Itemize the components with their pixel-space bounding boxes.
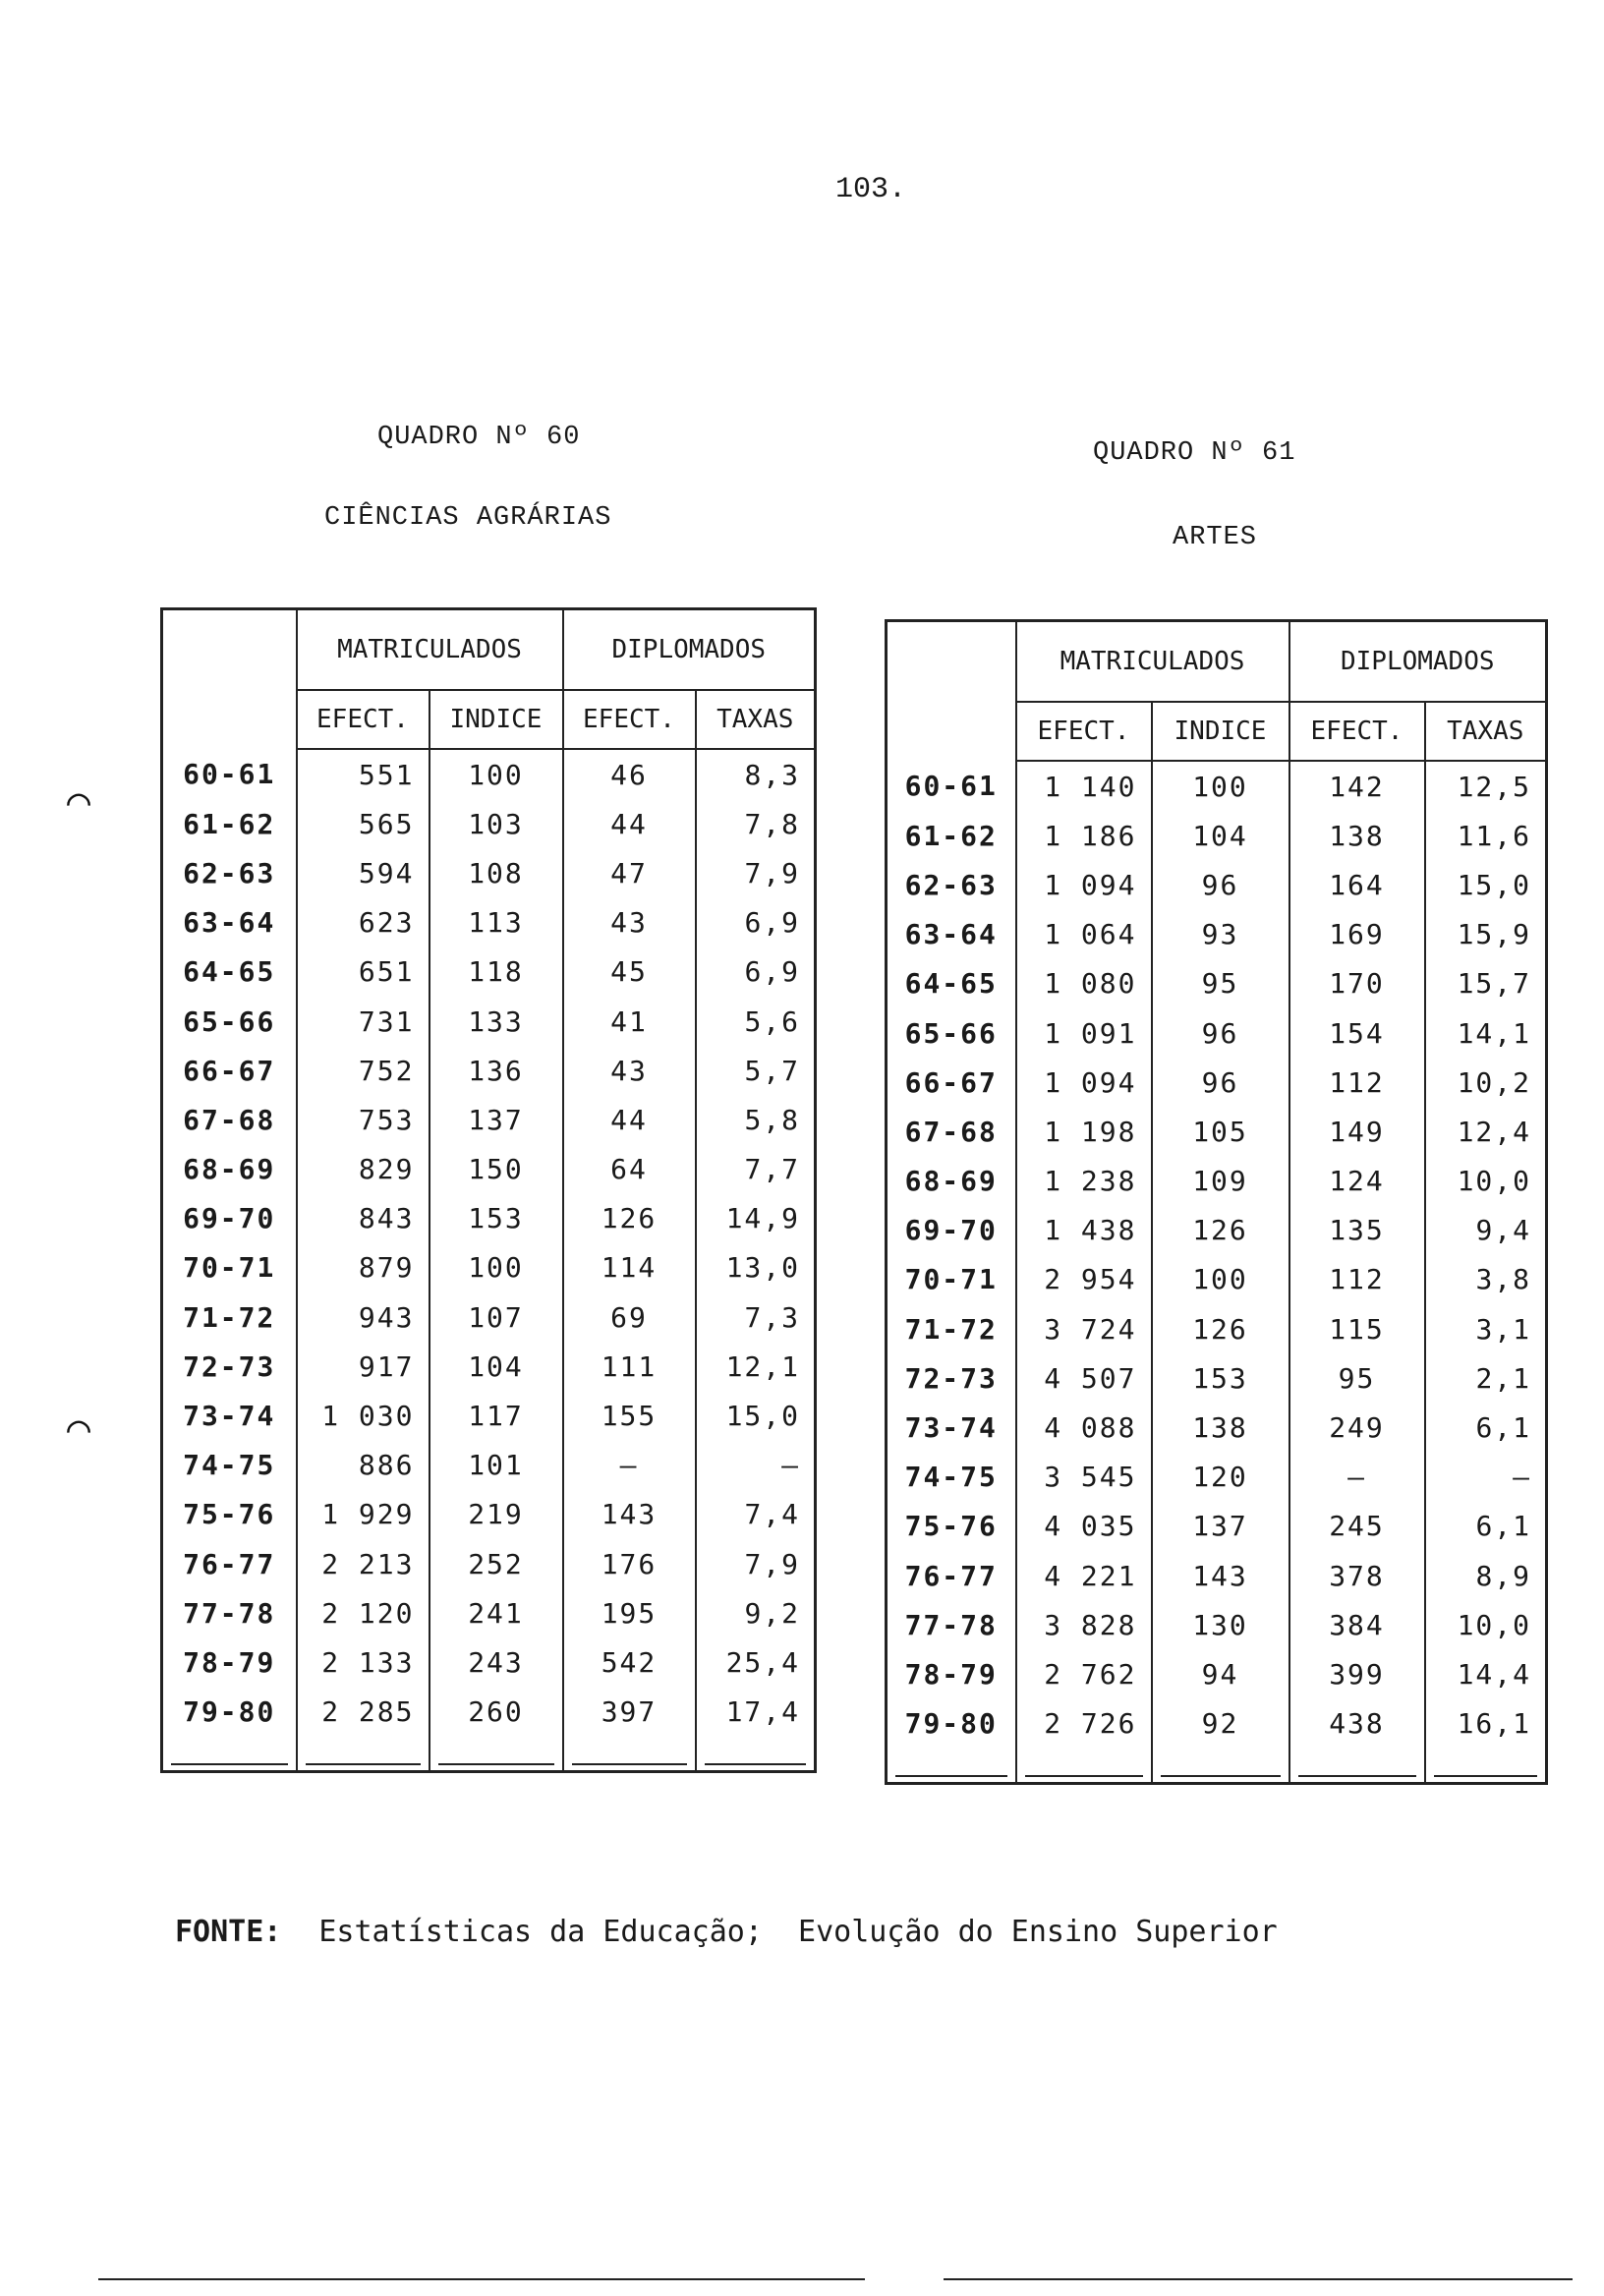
cell-diplomados-efect: 195 xyxy=(563,1588,696,1637)
row-year: 62-63 xyxy=(887,860,1016,909)
cell-diplomados-efect: 64 xyxy=(563,1145,696,1194)
cell-diplomados-efect: 44 xyxy=(563,1095,696,1144)
cell-matriculados-efect: 2 762 xyxy=(1016,1649,1152,1698)
row-year: 66-67 xyxy=(162,1046,297,1095)
cell-diplomados-taxas: 2,1 xyxy=(1425,1353,1547,1403)
footer-cell xyxy=(563,1737,696,1772)
cell-diplomados-efect: 164 xyxy=(1289,860,1425,909)
cell-matriculados-indice: 100 xyxy=(430,749,563,799)
cell-matriculados-efect: 1 238 xyxy=(1016,1157,1152,1206)
row-year: 60-61 xyxy=(162,749,297,799)
quadro-61-table xyxy=(885,619,1548,1785)
cell-matriculados-efect: 551 xyxy=(297,749,430,799)
cell-matriculados-efect: 2 726 xyxy=(1016,1699,1152,1749)
table-row xyxy=(887,1107,1547,1156)
cell-diplomados-taxas: 7,8 xyxy=(696,799,816,848)
cell-matriculados-efect: 1 080 xyxy=(1016,959,1152,1008)
table-row xyxy=(162,1243,816,1292)
table-row xyxy=(887,1649,1547,1698)
cell-diplomados-taxas: 5,7 xyxy=(696,1046,816,1095)
cell-diplomados-efect: 149 xyxy=(1289,1107,1425,1156)
cell-matriculados-efect: 3 724 xyxy=(1016,1304,1152,1353)
table-row xyxy=(887,1453,1547,1502)
cell-diplomados-taxas: 15,0 xyxy=(696,1391,816,1440)
row-year: 61-62 xyxy=(887,811,1016,860)
row-year: 79-80 xyxy=(162,1688,297,1737)
cell-matriculados-efect: 3 545 xyxy=(1016,1453,1152,1502)
source-label: FONTE: xyxy=(175,1915,282,1949)
table-row xyxy=(887,1157,1547,1206)
cell-diplomados-taxas: 8,9 xyxy=(1425,1551,1547,1600)
table-row xyxy=(887,1353,1547,1403)
cell-matriculados-efect: 623 xyxy=(297,898,430,947)
cell-diplomados-taxas: 15,7 xyxy=(1425,959,1547,1008)
cell-matriculados-efect: 843 xyxy=(297,1194,430,1243)
cell-matriculados-efect: 753 xyxy=(297,1095,430,1144)
cell-diplomados-taxas: 9,4 xyxy=(1425,1206,1547,1255)
cell-diplomados-taxas: — xyxy=(696,1441,816,1490)
cell-diplomados-taxas: 16,1 xyxy=(1425,1699,1547,1749)
row-year: 72-73 xyxy=(887,1353,1016,1403)
cell-matriculados-indice: 126 xyxy=(1152,1206,1289,1255)
table-row xyxy=(162,1095,816,1144)
cell-diplomados-taxas: 12,4 xyxy=(1425,1107,1547,1156)
cell-matriculados-indice: 104 xyxy=(1152,811,1289,860)
bottom-rule xyxy=(98,2278,865,2280)
cell-diplomados-taxas: 8,3 xyxy=(696,749,816,799)
cell-matriculados-efect: 731 xyxy=(297,997,430,1046)
row-year: 73-74 xyxy=(162,1391,297,1440)
cell-diplomados-taxas: 14,1 xyxy=(1425,1008,1547,1058)
row-year: 74-75 xyxy=(887,1453,1016,1502)
margin-mark-icon: ⌒ xyxy=(67,1406,91,1451)
cell-matriculados-efect: 594 xyxy=(297,848,430,897)
cell-matriculados-indice: 109 xyxy=(1152,1157,1289,1206)
table-row xyxy=(887,1206,1547,1255)
table-row xyxy=(162,898,816,947)
cell-matriculados-indice: 101 xyxy=(430,1441,563,1490)
cell-matriculados-efect: 1 140 xyxy=(1016,761,1152,811)
row-year: 75-76 xyxy=(162,1490,297,1539)
footer-cell xyxy=(1152,1749,1289,1784)
margin-mark-icon: ⌒ xyxy=(67,778,91,824)
cell-diplomados-taxas: 14,9 xyxy=(696,1194,816,1243)
group-header-matriculados: MATRICULADOS xyxy=(297,609,563,691)
table-row xyxy=(162,1688,816,1737)
cell-matriculados-indice: 107 xyxy=(430,1292,563,1342)
table-row xyxy=(162,947,816,997)
cell-matriculados-indice: 243 xyxy=(430,1637,563,1687)
bottom-rule xyxy=(944,2278,1573,2280)
cell-matriculados-efect: 1 929 xyxy=(297,1490,430,1539)
cell-matriculados-efect: 886 xyxy=(297,1441,430,1490)
col-header-indice: INDICE xyxy=(430,690,563,749)
footer-cell xyxy=(696,1737,816,1772)
cell-diplomados-efect: 397 xyxy=(563,1688,696,1737)
table-row xyxy=(162,1490,816,1539)
cell-matriculados-efect: 879 xyxy=(297,1243,430,1292)
cell-matriculados-indice: 105 xyxy=(1152,1107,1289,1156)
table-row xyxy=(887,1502,1547,1551)
cell-matriculados-efect: 2 954 xyxy=(1016,1255,1152,1304)
row-year: 71-72 xyxy=(887,1304,1016,1353)
cell-matriculados-efect: 1 091 xyxy=(1016,1008,1152,1058)
table-row xyxy=(162,1391,816,1440)
row-year: 61-62 xyxy=(162,799,297,848)
table-row xyxy=(162,997,816,1046)
table-row xyxy=(887,1058,1547,1107)
table-row xyxy=(162,1145,816,1194)
cell-diplomados-taxas: 13,0 xyxy=(696,1243,816,1292)
cell-matriculados-indice: 113 xyxy=(430,898,563,947)
cell-diplomados-efect: 46 xyxy=(563,749,696,799)
row-year: 78-79 xyxy=(162,1637,297,1687)
cell-matriculados-indice: 133 xyxy=(430,997,563,1046)
cell-matriculados-indice: 260 xyxy=(430,1688,563,1737)
quadro-60-subtitle: CIÊNCIAS AGRÁRIAS xyxy=(324,503,612,533)
row-year: 74-75 xyxy=(162,1441,297,1490)
cell-diplomados-taxas: 15,9 xyxy=(1425,910,1547,959)
cell-diplomados-taxas: 7,9 xyxy=(696,848,816,897)
col-header-efect: EFECT. xyxy=(297,690,430,749)
table-row xyxy=(162,1637,816,1687)
col-header-efect: EFECT. xyxy=(1016,702,1152,761)
row-year: 68-69 xyxy=(162,1145,297,1194)
cell-matriculados-efect: 829 xyxy=(297,1145,430,1194)
cell-diplomados-efect: 45 xyxy=(563,947,696,997)
source-text: Estatísticas da Educação; Evolução do Ensino Superior xyxy=(318,1915,1278,1949)
table-row xyxy=(162,848,816,897)
row-year: 65-66 xyxy=(887,1008,1016,1058)
cell-diplomados-efect: 112 xyxy=(1289,1058,1425,1107)
row-year: 71-72 xyxy=(162,1292,297,1342)
table-row xyxy=(887,1600,1547,1649)
cell-matriculados-efect: 565 xyxy=(297,799,430,848)
table-row xyxy=(887,860,1547,909)
cell-diplomados-efect: 114 xyxy=(563,1243,696,1292)
row-year: 70-71 xyxy=(887,1255,1016,1304)
cell-matriculados-efect: 1 064 xyxy=(1016,910,1152,959)
cell-diplomados-efect: 112 xyxy=(1289,1255,1425,1304)
footer-cell xyxy=(430,1737,563,1772)
table-row xyxy=(887,959,1547,1008)
row-year: 64-65 xyxy=(887,959,1016,1008)
cell-diplomados-taxas: 10,0 xyxy=(1425,1600,1547,1649)
row-year: 79-80 xyxy=(887,1699,1016,1749)
col-header-efect: EFECT. xyxy=(1289,702,1425,761)
cell-diplomados-efect: 542 xyxy=(563,1637,696,1687)
cell-diplomados-efect: 142 xyxy=(1289,761,1425,811)
row-year: 64-65 xyxy=(162,947,297,997)
table-row xyxy=(162,1539,816,1588)
cell-diplomados-efect: 169 xyxy=(1289,910,1425,959)
corner-cell xyxy=(887,621,1016,762)
cell-diplomados-efect: 44 xyxy=(563,799,696,848)
source-note xyxy=(175,1915,1278,1949)
cell-diplomados-taxas: 3,1 xyxy=(1425,1304,1547,1353)
table-row xyxy=(162,1194,816,1243)
cell-matriculados-efect: 2 285 xyxy=(297,1688,430,1737)
table-row xyxy=(887,1008,1547,1058)
table-row xyxy=(887,1403,1547,1452)
cell-diplomados-taxas: 15,0 xyxy=(1425,860,1547,909)
cell-diplomados-taxas: 6,9 xyxy=(696,947,816,997)
page-number: 103. xyxy=(835,173,907,206)
row-year: 63-64 xyxy=(887,910,1016,959)
cell-diplomados-efect: — xyxy=(563,1441,696,1490)
footer-cell xyxy=(297,1737,430,1772)
cell-diplomados-efect: 43 xyxy=(563,898,696,947)
col-header-indice: INDICE xyxy=(1152,702,1289,761)
cell-diplomados-taxas: 6,9 xyxy=(696,898,816,947)
row-year: 76-77 xyxy=(162,1539,297,1588)
table-row xyxy=(162,1441,816,1490)
cell-matriculados-indice: 100 xyxy=(1152,761,1289,811)
table-row xyxy=(162,1292,816,1342)
group-header-diplomados: DIPLOMADOS xyxy=(1289,621,1547,703)
cell-matriculados-efect: 752 xyxy=(297,1046,430,1095)
row-year: 73-74 xyxy=(887,1403,1016,1452)
table-row xyxy=(162,799,816,848)
row-year: 62-63 xyxy=(162,848,297,897)
cell-diplomados-taxas: 17,4 xyxy=(696,1688,816,1737)
cell-matriculados-efect: 1 198 xyxy=(1016,1107,1152,1156)
cell-diplomados-taxas: 7,3 xyxy=(696,1292,816,1342)
cell-diplomados-taxas: 6,1 xyxy=(1425,1403,1547,1452)
row-year: 68-69 xyxy=(887,1157,1016,1206)
cell-matriculados-indice: 95 xyxy=(1152,959,1289,1008)
quadro-61-title: QUADRO Nº 61 xyxy=(1093,438,1296,468)
row-year: 66-67 xyxy=(887,1058,1016,1107)
cell-diplomados-efect: 249 xyxy=(1289,1403,1425,1452)
cell-matriculados-indice: 96 xyxy=(1152,860,1289,909)
cell-diplomados-taxas: — xyxy=(1425,1453,1547,1502)
cell-diplomados-taxas: 10,0 xyxy=(1425,1157,1547,1206)
footer-cell xyxy=(162,1737,297,1772)
row-year: 77-78 xyxy=(887,1600,1016,1649)
cell-matriculados-indice: 93 xyxy=(1152,910,1289,959)
cell-matriculados-indice: 241 xyxy=(430,1588,563,1637)
cell-diplomados-taxas: 6,1 xyxy=(1425,1502,1547,1551)
cell-diplomados-efect: 170 xyxy=(1289,959,1425,1008)
cell-matriculados-efect: 2 133 xyxy=(297,1637,430,1687)
cell-matriculados-indice: 126 xyxy=(1152,1304,1289,1353)
cell-diplomados-efect: 111 xyxy=(563,1342,696,1391)
cell-matriculados-efect: 651 xyxy=(297,947,430,997)
group-header-matriculados: MATRICULADOS xyxy=(1016,621,1289,703)
cell-diplomados-taxas: 7,7 xyxy=(696,1145,816,1194)
cell-diplomados-efect: 115 xyxy=(1289,1304,1425,1353)
cell-matriculados-indice: 100 xyxy=(1152,1255,1289,1304)
cell-matriculados-efect: 1 030 xyxy=(297,1391,430,1440)
cell-diplomados-taxas: 11,6 xyxy=(1425,811,1547,860)
cell-diplomados-taxas: 14,4 xyxy=(1425,1649,1547,1698)
col-header-efect: EFECT. xyxy=(563,690,696,749)
row-year: 72-73 xyxy=(162,1342,297,1391)
cell-matriculados-indice: 130 xyxy=(1152,1600,1289,1649)
cell-matriculados-indice: 118 xyxy=(430,947,563,997)
cell-diplomados-efect: — xyxy=(1289,1453,1425,1502)
row-year: 77-78 xyxy=(162,1588,297,1637)
table-row xyxy=(162,1342,816,1391)
cell-diplomados-efect: 47 xyxy=(563,848,696,897)
cell-matriculados-efect: 2 120 xyxy=(297,1588,430,1637)
row-year: 60-61 xyxy=(887,761,1016,811)
cell-matriculados-efect: 943 xyxy=(297,1292,430,1342)
cell-diplomados-taxas: 7,4 xyxy=(696,1490,816,1539)
row-year: 67-68 xyxy=(162,1095,297,1144)
group-header-diplomados: DIPLOMADOS xyxy=(563,609,816,691)
row-year: 78-79 xyxy=(887,1649,1016,1698)
corner-cell xyxy=(162,609,297,750)
table-row xyxy=(887,1304,1547,1353)
quadro-60-title: QUADRO Nº 60 xyxy=(377,423,581,452)
row-year: 67-68 xyxy=(887,1107,1016,1156)
cell-matriculados-efect: 4 088 xyxy=(1016,1403,1152,1452)
row-year: 69-70 xyxy=(887,1206,1016,1255)
table-row xyxy=(887,910,1547,959)
cell-diplomados-efect: 438 xyxy=(1289,1699,1425,1749)
row-year: 69-70 xyxy=(162,1194,297,1243)
cell-matriculados-indice: 104 xyxy=(430,1342,563,1391)
cell-diplomados-taxas: 10,2 xyxy=(1425,1058,1547,1107)
table-row xyxy=(887,811,1547,860)
cell-matriculados-indice: 108 xyxy=(430,848,563,897)
cell-matriculados-efect: 1 094 xyxy=(1016,1058,1152,1107)
cell-matriculados-indice: 100 xyxy=(430,1243,563,1292)
cell-diplomados-taxas: 25,4 xyxy=(696,1637,816,1687)
cell-matriculados-indice: 138 xyxy=(1152,1403,1289,1452)
cell-matriculados-efect: 4 221 xyxy=(1016,1551,1152,1600)
row-year: 76-77 xyxy=(887,1551,1016,1600)
cell-matriculados-indice: 92 xyxy=(1152,1699,1289,1749)
cell-diplomados-taxas: 3,8 xyxy=(1425,1255,1547,1304)
cell-diplomados-taxas: 5,8 xyxy=(696,1095,816,1144)
cell-diplomados-efect: 124 xyxy=(1289,1157,1425,1206)
cell-matriculados-indice: 252 xyxy=(430,1539,563,1588)
cell-matriculados-indice: 96 xyxy=(1152,1008,1289,1058)
cell-matriculados-efect: 4 035 xyxy=(1016,1502,1152,1551)
cell-matriculados-efect: 3 828 xyxy=(1016,1600,1152,1649)
cell-diplomados-efect: 245 xyxy=(1289,1502,1425,1551)
cell-diplomados-efect: 378 xyxy=(1289,1551,1425,1600)
cell-diplomados-efect: 143 xyxy=(563,1490,696,1539)
cell-diplomados-taxas: 9,2 xyxy=(696,1588,816,1637)
cell-diplomados-efect: 155 xyxy=(563,1391,696,1440)
row-year: 70-71 xyxy=(162,1243,297,1292)
cell-matriculados-indice: 136 xyxy=(430,1046,563,1095)
cell-matriculados-indice: 153 xyxy=(1152,1353,1289,1403)
footer-cell xyxy=(887,1749,1016,1784)
cell-matriculados-efect: 917 xyxy=(297,1342,430,1391)
cell-matriculados-indice: 150 xyxy=(430,1145,563,1194)
footer-cell xyxy=(1425,1749,1547,1784)
cell-diplomados-efect: 384 xyxy=(1289,1600,1425,1649)
footer-cell xyxy=(1289,1749,1425,1784)
cell-diplomados-efect: 135 xyxy=(1289,1206,1425,1255)
table-row xyxy=(162,749,816,799)
cell-matriculados-efect: 4 507 xyxy=(1016,1353,1152,1403)
cell-matriculados-indice: 120 xyxy=(1152,1453,1289,1502)
table-row xyxy=(887,761,1547,811)
cell-diplomados-efect: 41 xyxy=(563,997,696,1046)
cell-diplomados-efect: 176 xyxy=(563,1539,696,1588)
cell-diplomados-efect: 138 xyxy=(1289,811,1425,860)
cell-diplomados-efect: 43 xyxy=(563,1046,696,1095)
cell-diplomados-efect: 95 xyxy=(1289,1353,1425,1403)
table-row xyxy=(162,1588,816,1637)
cell-matriculados-efect: 1 094 xyxy=(1016,860,1152,909)
cell-diplomados-efect: 154 xyxy=(1289,1008,1425,1058)
cell-matriculados-efect: 1 186 xyxy=(1016,811,1152,860)
cell-diplomados-efect: 399 xyxy=(1289,1649,1425,1698)
cell-matriculados-indice: 153 xyxy=(430,1194,563,1243)
cell-diplomados-taxas: 12,1 xyxy=(696,1342,816,1391)
col-header-taxas: TAXAS xyxy=(696,690,816,749)
quadro-61-subtitle: ARTES xyxy=(1173,523,1258,552)
table-row xyxy=(887,1255,1547,1304)
cell-diplomados-taxas: 7,9 xyxy=(696,1539,816,1588)
col-header-taxas: TAXAS xyxy=(1425,702,1547,761)
row-year: 63-64 xyxy=(162,898,297,947)
cell-matriculados-indice: 117 xyxy=(430,1391,563,1440)
cell-diplomados-efect: 126 xyxy=(563,1194,696,1243)
cell-matriculados-indice: 103 xyxy=(430,799,563,848)
row-year: 65-66 xyxy=(162,997,297,1046)
cell-matriculados-efect: 1 438 xyxy=(1016,1206,1152,1255)
cell-matriculados-indice: 219 xyxy=(430,1490,563,1539)
table-row xyxy=(887,1551,1547,1600)
cell-matriculados-indice: 96 xyxy=(1152,1058,1289,1107)
cell-matriculados-efect: 2 213 xyxy=(297,1539,430,1588)
cell-matriculados-indice: 143 xyxy=(1152,1551,1289,1600)
cell-diplomados-taxas: 12,5 xyxy=(1425,761,1547,811)
table-row xyxy=(887,1699,1547,1749)
table-row xyxy=(162,1046,816,1095)
cell-diplomados-taxas: 5,6 xyxy=(696,997,816,1046)
cell-matriculados-indice: 137 xyxy=(1152,1502,1289,1551)
footer-cell xyxy=(1016,1749,1152,1784)
cell-matriculados-indice: 137 xyxy=(430,1095,563,1144)
cell-diplomados-efect: 69 xyxy=(563,1292,696,1342)
row-year: 75-76 xyxy=(887,1502,1016,1551)
quadro-60-table xyxy=(160,607,817,1773)
cell-matriculados-indice: 94 xyxy=(1152,1649,1289,1698)
